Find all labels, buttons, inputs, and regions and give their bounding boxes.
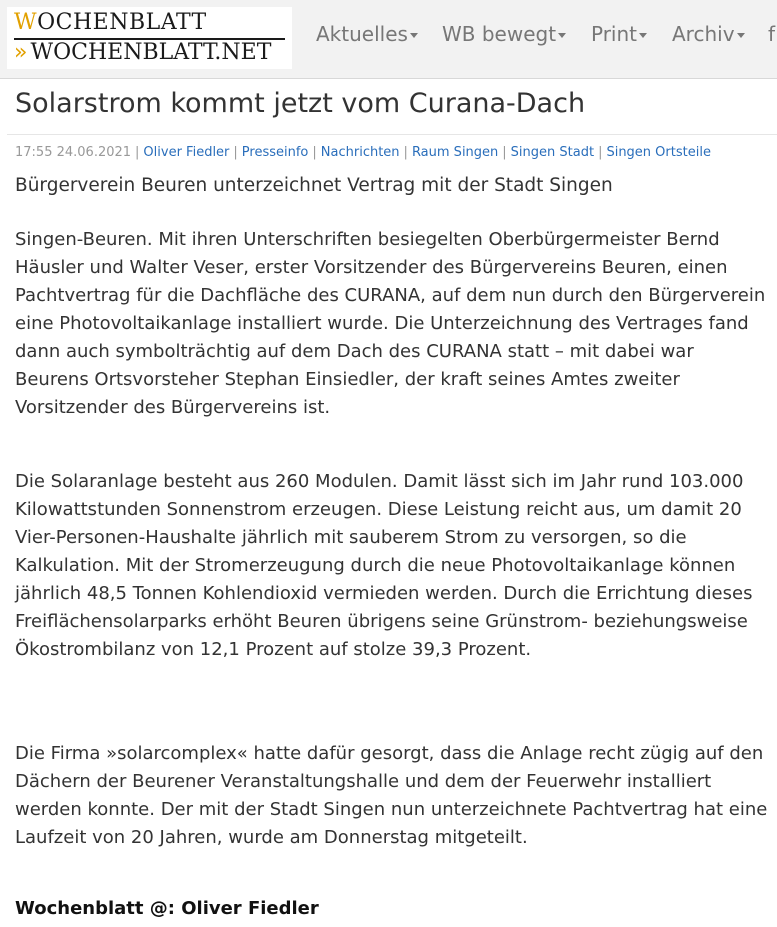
nav-item-wb-bewegt[interactable]: WB bewegt — [442, 22, 566, 46]
caret-down-icon — [558, 33, 566, 38]
caret-down-icon — [639, 33, 647, 38]
author-link[interactable]: Oliver Fiedler — [143, 145, 230, 160]
caret-down-icon — [737, 33, 745, 38]
title-divider — [7, 134, 777, 135]
article-paragraph: Singen-Beuren. Mit ihren Unterschriften besiegelten Oberbürgermeister Bernd Häusler und Walter Veser, erster Vorsitzender des Bürgervereins Beuren, einen Pachtvertrag für die Dachfläche des CURANA, auf dem nun durch den Bürgerverein eine Photovoltaikanlage installiert wurde. Die Unterzeichnung des Vertrages fand dann auch symbolträchtig auf dem Dach des CURANA statt – mit dabei war Beurens Ortsvorsteher Stephan Einsiedler, der kraft seines Amtes zweiter Vorsitzender des Bürgervereins ist. — [15, 229, 766, 418]
nav-item-truncated[interactable]: f — [768, 22, 776, 46]
nav-item-archiv[interactable]: Archiv — [672, 22, 745, 46]
article-byline: Wochenblatt @: Oliver Fiedler — [15, 898, 319, 919]
nav-item-print[interactable]: Print — [591, 22, 647, 46]
article-subtitle: Bürgerverein Beuren unterzeichnet Vertrag mit der Stadt Singen — [15, 175, 613, 196]
wochenblatt-logo[interactable] — [7, 7, 292, 69]
article-title: Solarstrom kommt jetzt vom Curana-Dach — [15, 88, 586, 119]
chevron-right-icon: » — [14, 40, 28, 65]
tag-link-singen-ortsteile[interactable]: Singen Ortsteile — [606, 145, 711, 160]
article-meta: 17:55 24.06.2021 | Oliver Fiedler | Presseinfo | Nachrichten | Raum Singen | Singen Stadt | Singen Ortsteile — [15, 145, 711, 160]
article-paragraph: Die Firma »solarcomplex« hatte dafür gesorgt, dass die Anlage recht zügig auf den Dächern der Beurener Veranstaltungshalle und dem der Feuerwehr installiert werden konnte. Der mit der Stadt Singen nun unterzeichnete Pachtvertrag hat eine Laufzeit von 20 Jahren, wurde am Donnerstag mitgeteilt. — [15, 743, 768, 848]
caret-down-icon — [410, 33, 418, 38]
article-timestamp: 17:55 24.06.2021 — [15, 145, 132, 160]
tag-link-presseinfo[interactable]: Presseinfo — [241, 145, 309, 160]
logo-url: » WOCHENBLATT.NET — [14, 40, 272, 65]
tag-link-singen-stadt[interactable]: Singen Stadt — [510, 145, 595, 160]
article-paragraph: Die Solaranlage besteht aus 260 Modulen. Damit lässt sich im Jahr rund 103.000 Kilowattstunden Sonnenstrom erzeugen. Diese Leistung reicht aus, um damit 20 Vier-Personen-Haushalte jährlich mit sauberem Strom zu versorgen, so die Kalkulation. Mit der Stromerzeugung durch die neue Photovoltaikanlage können jährlich 48,5 Tonnen Kohlendioxid vermieden werden. Durch die Errichtung dieses Freiflächensolarparks erhöht Beuren übrigens seine Grünstrom- beziehungsweise Ökostrombilanz von 12,1 Prozent auf stolze 39,3 Prozent. — [15, 471, 753, 660]
top-navbar — [0, 0, 777, 79]
tag-link-nachrichten[interactable]: Nachrichten — [320, 145, 400, 160]
tag-link-raum-singen[interactable]: Raum Singen — [411, 145, 499, 160]
nav-item-aktuelles[interactable]: Aktuelles — [316, 22, 418, 46]
logo-wordmark: WOCHENBLATT — [14, 10, 207, 35]
